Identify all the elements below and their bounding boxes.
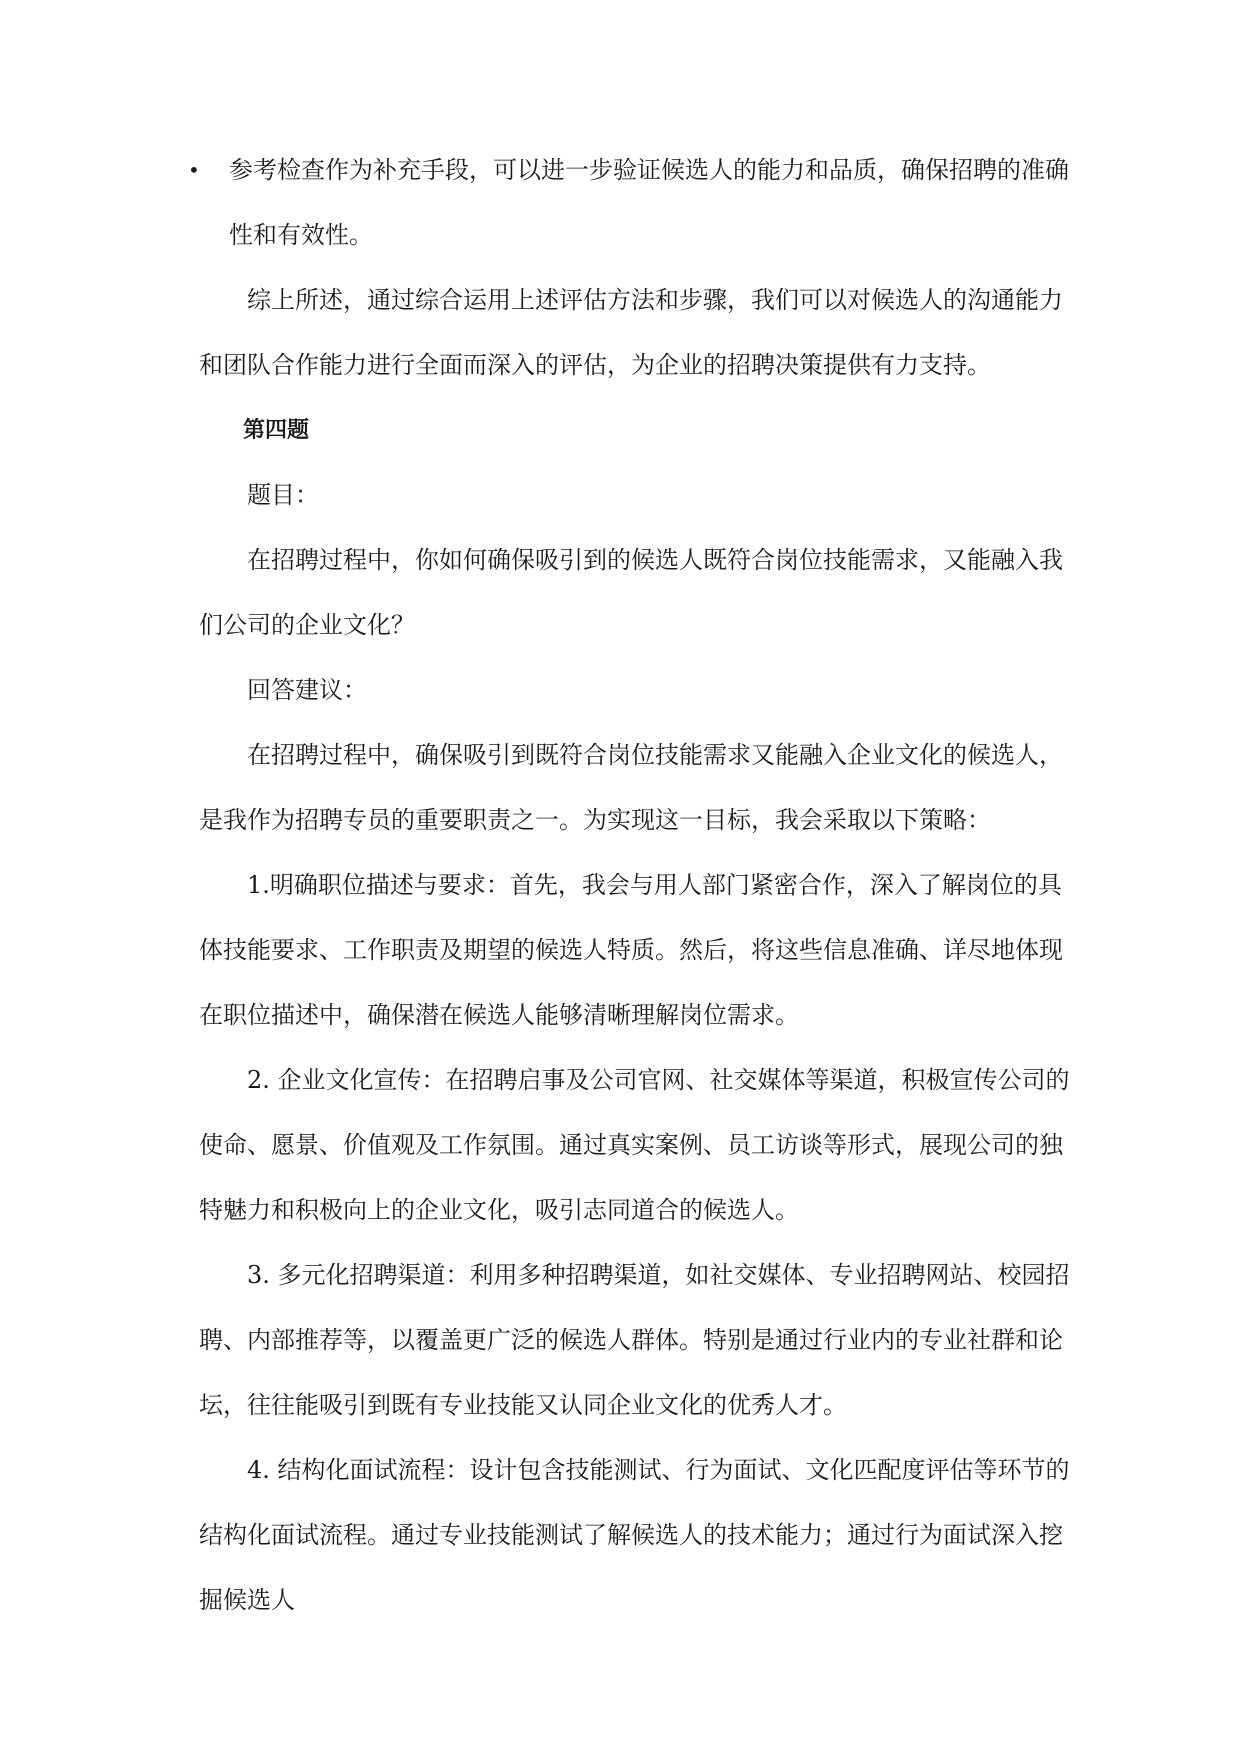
bullet-text: 参考检查作为补充手段，可以进一步验证候选人的能力和品质，确保招聘的准确性和有效性。 — [229, 156, 1069, 249]
bullet-list-item — [188, 138, 1084, 268]
strategy-point-3: 3. 多元化招聘渠道：利用多种招聘渠道，如社交媒体、专业招聘网站、校园招聘、内部推荐等，以覆盖更广泛的候选人群体。特别是通过行业内的专业社群和论坛，往往能吸引到既有专业技能又认同企业文化的优秀人才。 — [199, 1261, 1070, 1419]
strategy-point-1: 1.明确职位描述与要求：首先，我会与用人部门紧密合作，深入了解岗位的具体技能要求、工作职责及期望的候选人特质。然后，将这些信息准确、详尽地体现在职位描述中，确保潜在候选人能够清晰理解岗位需求。 — [199, 871, 1063, 1029]
document-body — [188, 138, 1084, 1633]
answer-intro-paragraph: 在招聘过程中，确保吸引到既符合岗位技能需求又能融入企业文化的候选人，是我作为招聘专员的重要职责之一。为实现这一目标，我会采取以下策略： — [199, 741, 1063, 834]
strategy-point-4: 4. 结构化面试流程：设计包含技能测试、行为面试、文化匹配度评估等环节的结构化面试流程。通过专业技能测试了解候选人的技术能力；通过行为面试深入挖掘候选人 — [199, 1456, 1070, 1614]
bullet-icon: • — [188, 158, 200, 182]
strategy-point-2: 2. 企业文化宣传：在招聘启事及公司官网、社交媒体等渠道，积极宣传公司的使命、愿景、价值观及工作氛围。通过真实案例、员工访谈等形式，展现公司的独特魅力和积极向上的企业文化，吸引志同道合的候选人。 — [199, 1066, 1070, 1224]
section-heading: 第四题 — [243, 418, 310, 443]
answer-label: 回答建议： — [247, 676, 367, 704]
question-label: 题目： — [247, 481, 319, 509]
question-paragraph: 在招聘过程中，你如何确保吸引到的候选人既符合岗位技能需求，又能融入我们公司的企业文化？ — [199, 546, 1063, 639]
summary-paragraph: 综上所述，通过综合运用上述评估方法和步骤，我们可以对候选人的沟通能力和团队合作能力进行全面而深入的评估，为企业的招聘决策提供有力支持。 — [199, 286, 1063, 379]
